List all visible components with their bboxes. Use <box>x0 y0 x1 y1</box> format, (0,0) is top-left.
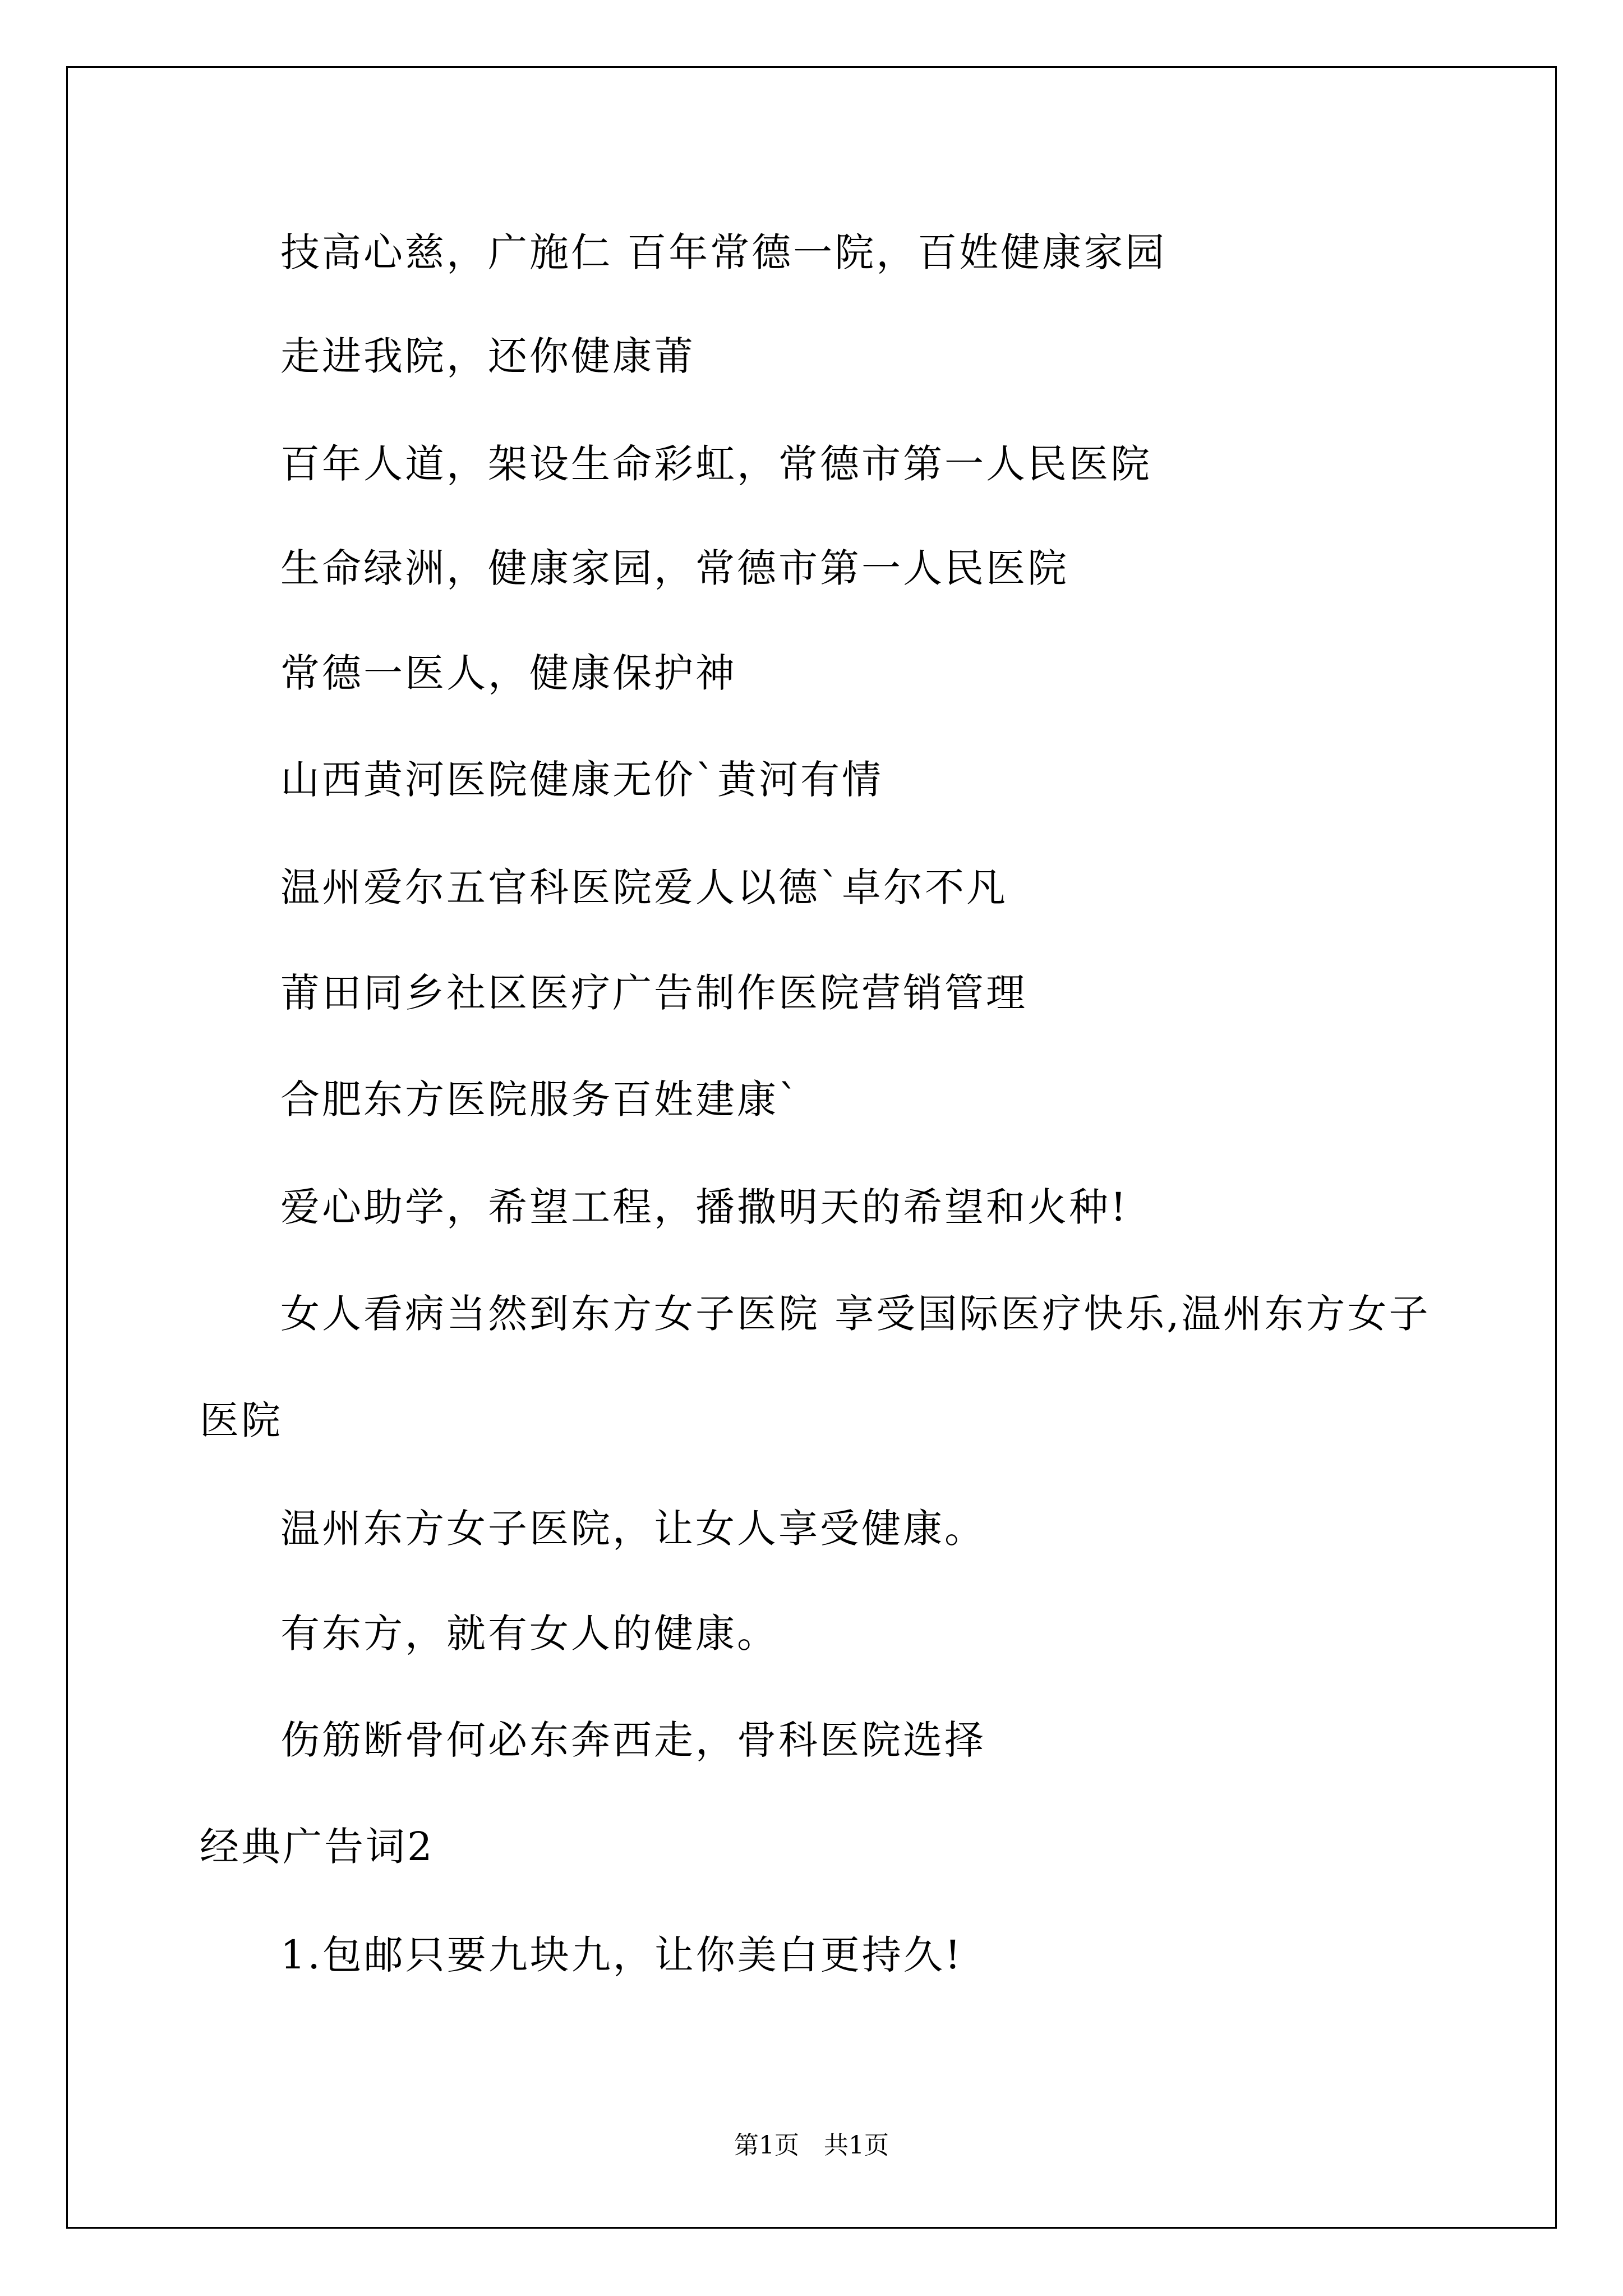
page-border <box>66 66 1557 2229</box>
text-line: 技高心慈，广施仁 百年常德一院，百姓健康家园 <box>280 229 1167 275</box>
text-line: 常德一医人，健康保护神 <box>280 650 737 696</box>
text-line: 合肥东方医院服务百姓建康` <box>280 1076 800 1122</box>
text-line: 走进我院，还你健康莆 <box>280 333 695 379</box>
text-line: 温州东方女子医院，让女人享受健康。 <box>280 1506 986 1552</box>
text-line: 温州爱尔五官科医院爱人以德`卓尔不凡 <box>280 864 1008 910</box>
text-line: 有东方，就有女人的健康。 <box>280 1611 778 1657</box>
text-line: 女人看病当然到东方女子医院 享受国际医疗快乐,温州东方女子 <box>280 1291 1431 1337</box>
text-line: 百年人道，架设生命彩虹，常德市第一人民医院 <box>280 441 1152 487</box>
page-footer: 第1页 共1页 <box>734 2131 889 2160</box>
section-heading: 经典广告词2 <box>200 1824 435 1870</box>
text-line: 医院 <box>200 1397 283 1443</box>
text-line: 生命绿洲，健康家园，常德市第一人民医院 <box>280 545 1069 591</box>
text-line: 伤筋断骨何必东奔西走，骨科医院选择 <box>280 1717 986 1763</box>
text-line: 1.包邮只要九块九，让你美白更持久! <box>280 1932 963 1978</box>
text-line: 山西黄河医院健康无价`黄河有情 <box>280 757 883 803</box>
text-line: 莆田同乡社区医疗广告制作医院营销管理 <box>280 970 1027 1016</box>
text-line: 爱心助学，希望工程，播撒明天的希望和火种! <box>280 1184 1129 1230</box>
